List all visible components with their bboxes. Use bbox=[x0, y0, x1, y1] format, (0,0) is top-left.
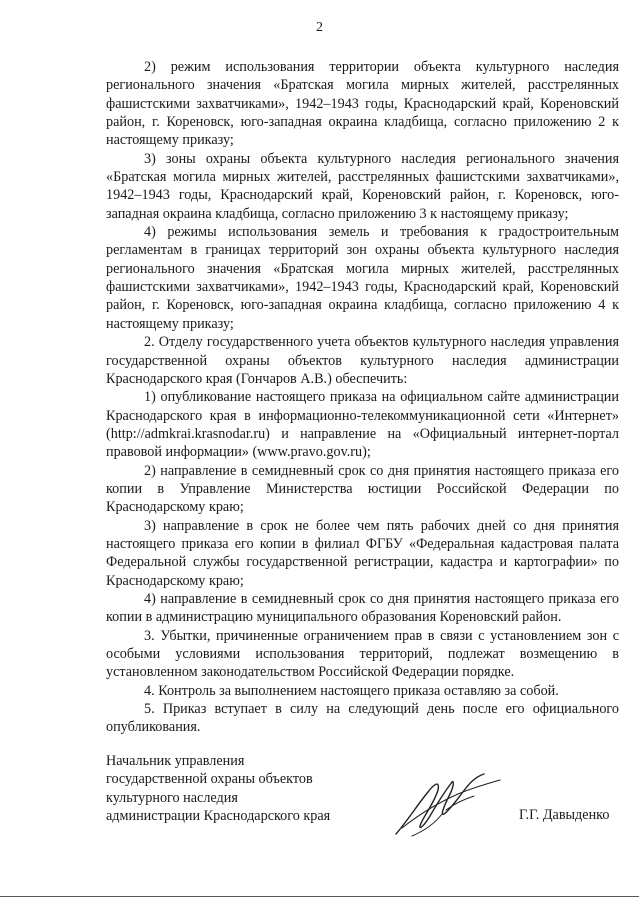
signatory-title-line: культурного наследия bbox=[106, 789, 238, 806]
signatory-title-line: государственной охраны объектов bbox=[106, 771, 313, 788]
paragraph: 4) режимы использования земель и требования к градостроительным регламентам в границах территорий зон охраны объекта культурного наследия регионального значения «Братская могила мирных жителей, расстрелянных фашистскими захватчиками», 1942–1943 годы, Краснодарский край, Кореновский район, г. Кореновск, юго-западная окраина кладбища, согласно приложению 4 к настоящему приказу; bbox=[106, 224, 619, 332]
paragraph: 4) направление в семидневный срок со дня принятия настоящего приказа его копии в администрацию муниципального образования Кореновский район. bbox=[106, 590, 619, 626]
paragraph: 3) направление в срок не более чем пять рабочих дней со дня принятия настоящего приказа его копии в филиал ФГБУ «Федеральная кадастровая палата Федеральной службы государственной регистрации, кадастра и картографии» по Краснодарскому краю; bbox=[106, 517, 619, 589]
paragraph: 4. Контроль за выполнением настоящего приказа оставляю за собой. bbox=[144, 682, 559, 699]
signer-name: Г.Г. Давыденко bbox=[519, 807, 610, 823]
signatory-title-line: Начальник управления bbox=[106, 753, 245, 769]
document-body bbox=[106, 58, 619, 737]
page-bottom-divider bbox=[0, 896, 639, 897]
paragraph: 1) опубликование настоящего приказа на официальном сайте администрации Краснодарского края в информационно-телекоммуникационной сети «Интернет» (http://admkrai.krasnodar.ru) и направление на «Официальный интернет-портал правовой информации» (www.pravo.gov.ru); bbox=[106, 389, 619, 461]
signatory-title-line: администрации Краснодарского края bbox=[106, 808, 331, 825]
signatory-block bbox=[106, 752, 330, 825]
handwritten-signature bbox=[392, 770, 504, 840]
paragraph: 3) зоны охраны объекта культурного наследия регионального значения «Братская могила мирных жителей, расстрелянных фашистскими захватчиками», 1942–1943 годы, Краснодарский край, Кореновский район, г. Кореновск, юго-западная окраина кладбища, согласно приложению 3 к настоящему приказу; bbox=[106, 150, 619, 222]
paragraph: 2) направление в семидневный срок со дня принятия настоящего приказа его копии в Управление Министерства юстиции Российской Федерации по Краснодарскому краю; bbox=[106, 462, 619, 516]
paragraph: 2. Отделу государственного учета объектов культурного наследия управления государственной охраны объектов культурного наследия администрации Краснодарского края (Гончаров А.В.) обеспечить: bbox=[106, 334, 619, 387]
paragraph: 3. Убытки, причиненные ограничением прав в связи с установлением зон с особыми условиями использования территорий, подлежат возмещению в установленном законодательством Российской Федерации порядке. bbox=[106, 627, 619, 681]
paragraph: 5. Приказ вступает в силу на следующий день после его официального опубликования. bbox=[106, 701, 619, 736]
page-number: 2 bbox=[316, 20, 323, 35]
paragraph: 2) режим использования территории объекта культурного наследия регионального значения «Братская могила мирных жителей, расстрелянных фашистскими захватчиками», 1942–1943 годы, Краснодарский край, Кореновский район, г. Кореновск, юго-западная окраина кладбища, согласно приложению 2 к настоящему приказу; bbox=[106, 59, 619, 149]
